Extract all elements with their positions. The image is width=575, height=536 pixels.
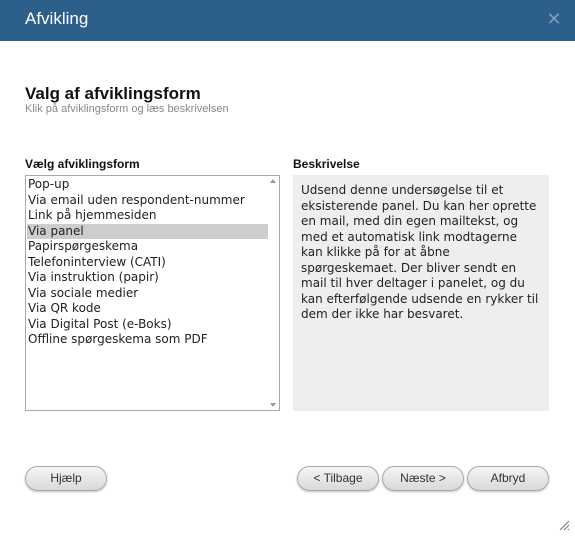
description-label: Beskrivelse (293, 157, 360, 171)
scroll-up-icon[interactable] (270, 179, 276, 183)
list-item[interactable]: Telefoninterview (CATI) (28, 254, 166, 269)
back-button[interactable]: < Tilbage (297, 466, 379, 491)
list-item[interactable]: Via sociale medier (28, 285, 139, 300)
list-item[interactable]: Pop-up (28, 177, 70, 191)
list-item[interactable]: Link på hjemmesiden (28, 208, 157, 222)
cancel-button[interactable]: Afbryd (467, 466, 549, 491)
list-item[interactable]: Via panel (27, 224, 268, 240)
dialog-title: Afvikling (25, 9, 89, 28)
resize-grip-icon[interactable] (558, 519, 570, 531)
method-listbox[interactable] (25, 175, 280, 411)
list-item[interactable]: Via email uden respondent-nummer (28, 192, 245, 207)
listbox-scrollbar[interactable] (268, 176, 279, 410)
method-list (27, 177, 268, 348)
list-item[interactable]: Offline spørgeskema som PDF (28, 332, 208, 346)
help-button[interactable]: Hjælp (25, 466, 107, 491)
dialog-titlebar (0, 0, 575, 41)
list-item[interactable]: Papirspørgeskema (28, 239, 139, 253)
list-label: Vælg afviklingsform (25, 157, 140, 171)
description-box: Udsend denne undersøgelse til et eksisterende panel. Du kan her oprette en mail, med din egen mailtekst, og med et automatisk link modtagerne kan klikke på for at åbne spørgeskemaet. Der bliver sendt en mail til hver deltager i panelet, og du kan efterfølgende udsende en rykker til dem der ikke har besvaret. (293, 175, 549, 411)
scroll-down-icon[interactable] (270, 403, 276, 407)
list-item[interactable]: Via Digital Post (e-Boks) (28, 316, 172, 331)
close-icon[interactable]: ✕ (546, 9, 562, 29)
list-item[interactable]: Via instruktion (papir) (28, 270, 159, 284)
list-item[interactable]: Via QR kode (28, 301, 101, 315)
page-subheading: Klik på afviklingsform og læs beskrivelsen (25, 103, 229, 115)
page-heading: Valg af afviklingsform (25, 84, 201, 103)
next-button[interactable]: Næste > (382, 466, 464, 491)
